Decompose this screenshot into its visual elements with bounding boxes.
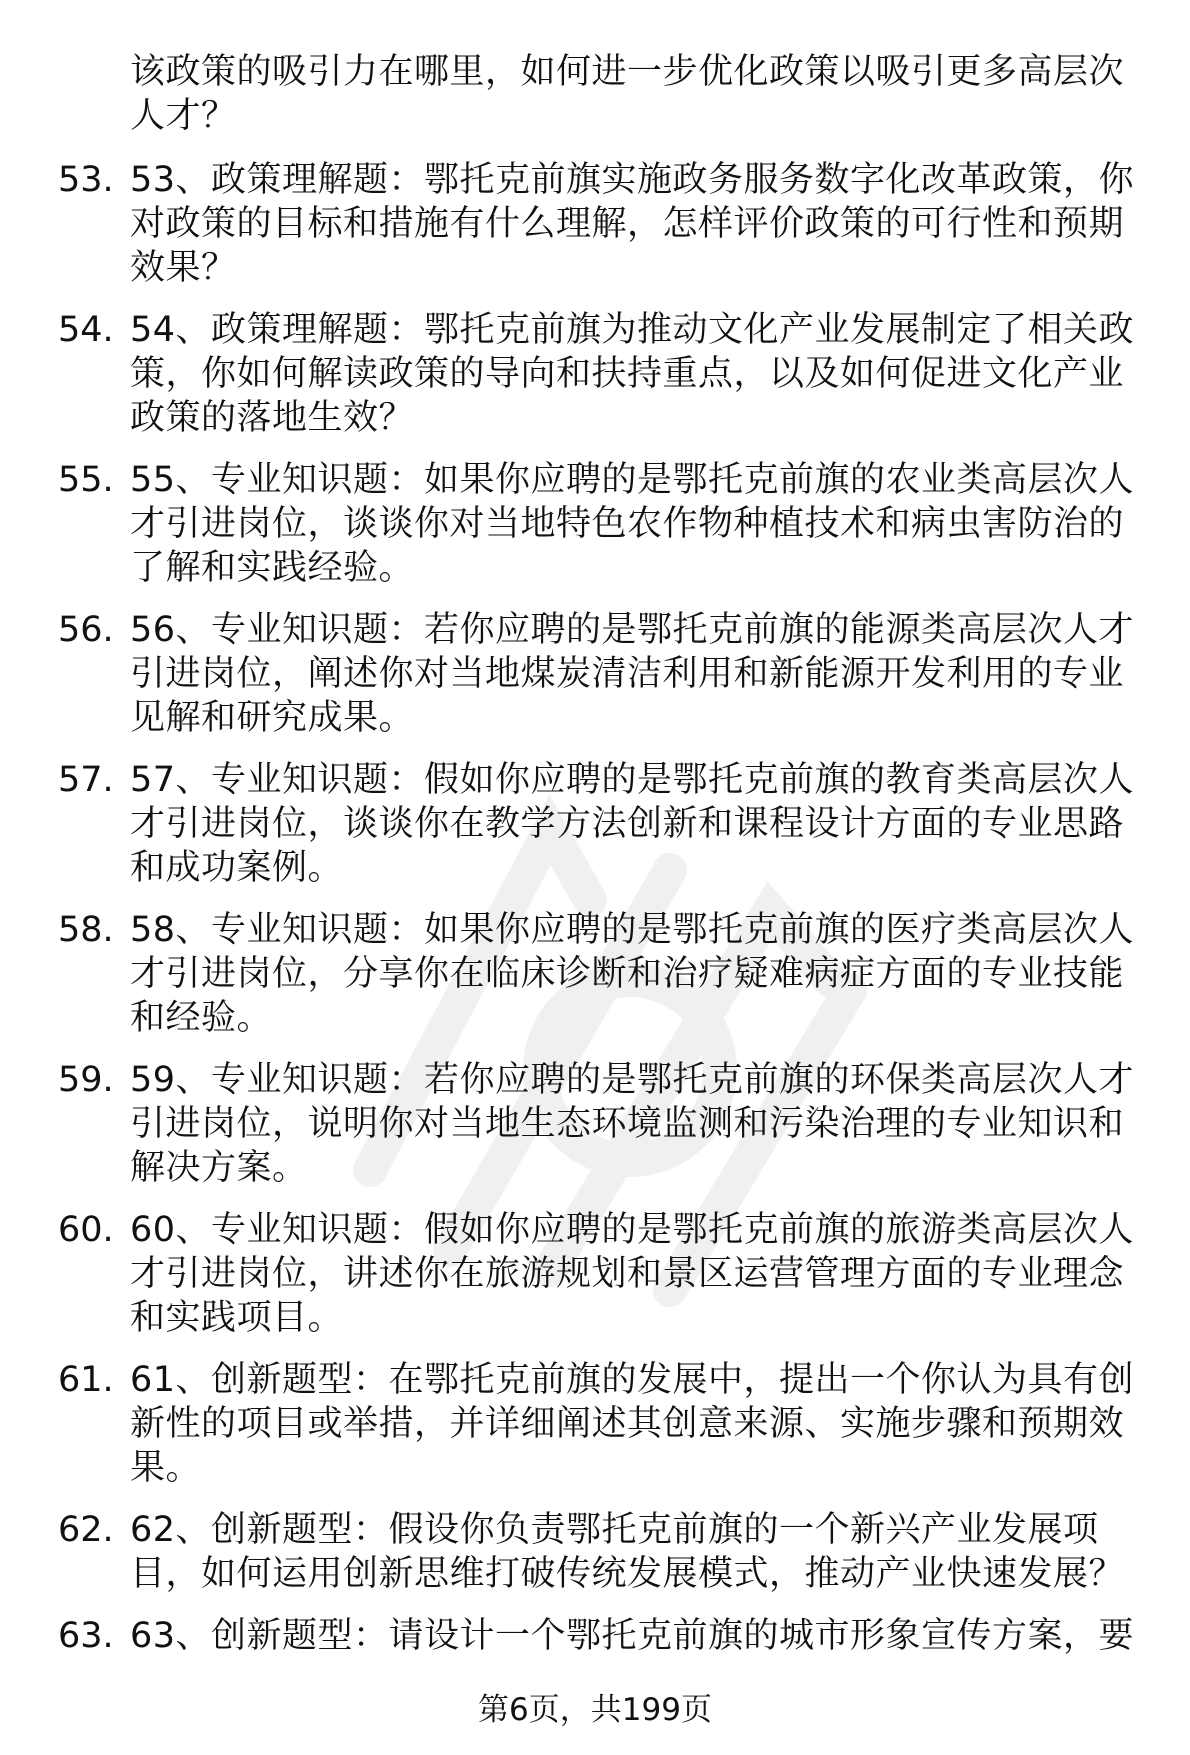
item-text: 58、专业知识题：如果你应聘的是鄂托克前旗的医疗类高层次人才引进岗位，分享你在临床诊断和治疗疑难病症方面的专业技能和经验。	[130, 910, 1135, 1038]
list-item	[0, 1058, 1190, 1190]
item-number: 61.	[58, 1360, 114, 1400]
item-text: 54、政策理解题：鄂托克前旗为推动文化产业发展制定了相关政策，你如何解读政策的导向和扶持重点，以及如何促进文化产业政策的落地生效？	[130, 310, 1135, 438]
list-item	[0, 1508, 1190, 1596]
item-number: 62.	[58, 1510, 114, 1550]
item-text: 63、创新题型：请设计一个鄂托克前旗的城市形象宣传方案，要	[130, 1616, 1135, 1656]
continuation-text: 该政策的吸引力在哪里，如何进一步优化政策以吸引更多高层次人才？	[130, 52, 1125, 136]
list-item	[0, 1614, 1190, 1658]
item-number: 53.	[58, 160, 114, 200]
item-number: 63.	[58, 1616, 114, 1656]
list-item	[0, 308, 1190, 440]
item-number: 54.	[58, 310, 114, 350]
item-text: 59、专业知识题：若你应聘的是鄂托克前旗的环保类高层次人才引进岗位，说明你对当地生态环境监测和污染治理的专业知识和解决方案。	[130, 1060, 1135, 1188]
item-number: 56.	[58, 610, 114, 650]
item-text: 55、专业知识题：如果你应聘的是鄂托克前旗的农业类高层次人才引进岗位，谈谈你对当地特色农作物种植技术和病虫害防治的了解和实践经验。	[130, 460, 1135, 588]
item-number: 59.	[58, 1060, 114, 1100]
item-number: 58.	[58, 910, 114, 950]
item-text: 61、创新题型：在鄂托克前旗的发展中，提出一个你认为具有创新性的项目或举措，并详细阐述其创意来源、实施步骤和预期效果。	[130, 1360, 1135, 1488]
list-item	[0, 608, 1190, 740]
page-footer: 第6页，共199页	[478, 1692, 712, 1728]
list-item	[0, 1358, 1190, 1490]
item-text: 62、创新题型：假设你负责鄂托克前旗的一个新兴产业发展项目，如何运用创新思维打破传统发展模式，推动产业快速发展？	[130, 1510, 1125, 1594]
question-list	[0, 158, 1190, 1676]
list-item	[0, 1208, 1190, 1340]
list-item	[0, 908, 1190, 1040]
item-text: 53、政策理解题：鄂托克前旗实施政务服务数字化改革政策，你对政策的目标和措施有什么理解，怎样评价政策的可行性和预期效果？	[130, 160, 1135, 288]
item-text: 60、专业知识题：假如你应聘的是鄂托克前旗的旅游类高层次人才引进岗位，讲述你在旅游规划和景区运营管理方面的专业理念和实践项目。	[130, 1210, 1135, 1338]
item-text: 56、专业知识题：若你应聘的是鄂托克前旗的能源类高层次人才引进岗位，阐述你对当地煤炭清洁利用和新能源开发利用的专业见解和研究成果。	[130, 610, 1135, 738]
item-number: 55.	[58, 460, 114, 500]
item-text: 57、专业知识题：假如你应聘的是鄂托克前旗的教育类高层次人才引进岗位，谈谈你在教学方法创新和课程设计方面的专业思路和成功案例。	[130, 760, 1135, 888]
item-number: 60.	[58, 1210, 114, 1250]
item-number: 57.	[58, 760, 114, 800]
list-item	[0, 458, 1190, 590]
list-item	[0, 758, 1190, 890]
list-item	[0, 158, 1190, 290]
